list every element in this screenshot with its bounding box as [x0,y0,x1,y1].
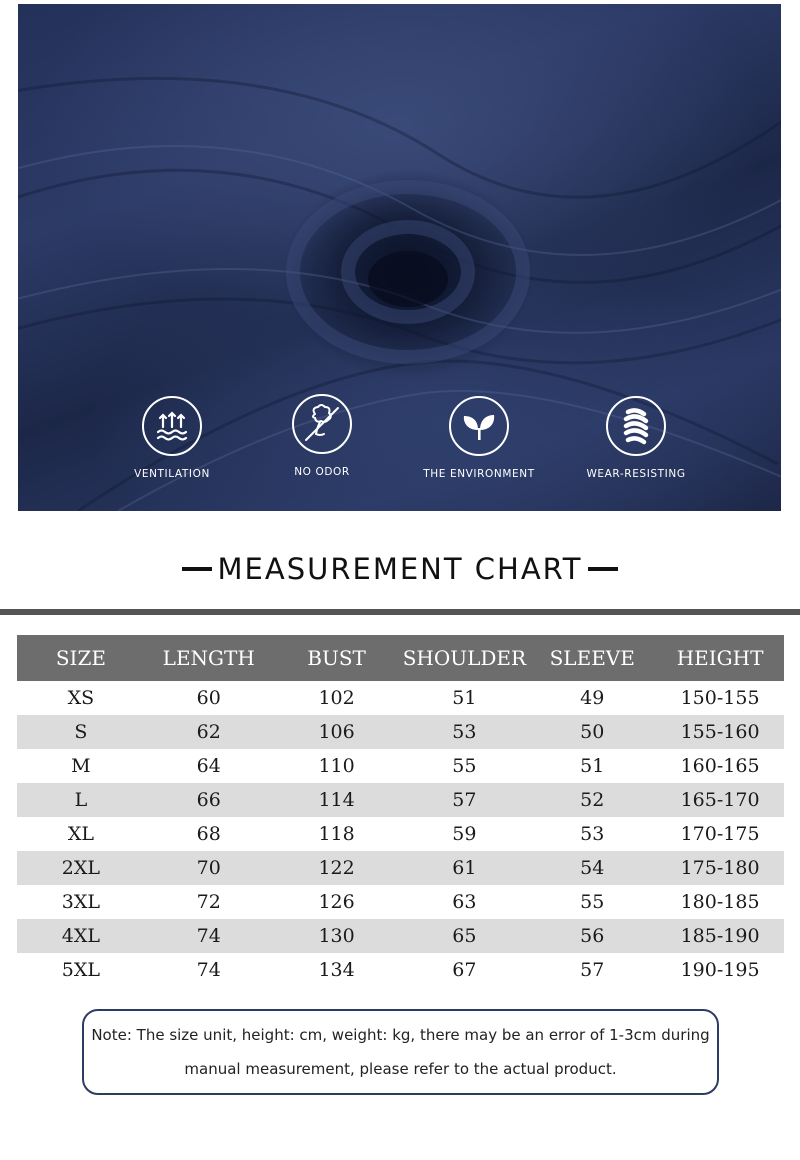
table-cell: 122 [273,851,401,885]
table-cell: L [17,783,145,817]
table-cell: 170-175 [680,823,760,845]
table-cell: 68 [196,823,221,845]
table-cell: 4XL [17,919,145,953]
table-cell: 2XL [17,851,145,885]
heading-right-bar [588,567,618,571]
table-row [17,851,784,885]
feature-label: WEAR-RESISTING [586,468,686,480]
table-cell: 51 [580,755,605,777]
wear-resisting-icon [606,396,666,456]
table-cell: 5XL [61,959,101,981]
table-cell: 59 [452,823,477,845]
table-cell: 130 [273,919,401,953]
table-row [17,953,784,987]
column-header: HEIGHT [656,635,784,681]
table-cell: 114 [273,783,401,817]
table-cell: 126 [318,891,355,913]
table-cell: 56 [528,919,656,953]
table-cell: M [71,755,91,777]
table-cell: 118 [318,823,355,845]
table-cell: 150-155 [680,687,760,709]
measurement-chart-heading [0,552,800,586]
table-cell: 50 [528,715,656,749]
column-header: SHOULDER [400,635,528,681]
size-table [17,635,784,987]
column-header: LENGTH [145,635,273,681]
column-header: SLEEVE [528,635,656,681]
table-cell: 63 [452,891,477,913]
table-cell: 72 [196,891,221,913]
table-cell: 110 [318,755,355,777]
page-title: MEASUREMENT CHART [217,552,583,586]
table-row [17,919,784,953]
feature-label: THE ENVIRONMENT [423,468,535,480]
fabric-photo [18,4,781,511]
table-cell: 134 [318,959,355,981]
no-odor-icon [292,394,352,454]
table-cell: 155-160 [656,715,784,749]
table-cell: 51 [452,687,477,709]
column-header: SIZE [17,635,145,681]
table-cell: 57 [400,783,528,817]
table-cell: 54 [528,851,656,885]
table-cell: 49 [580,687,605,709]
table-cell: 106 [273,715,401,749]
note-line: Note: The size unit, height: cm, weight: kg, there may be an error of 1-3cm during [91,1026,710,1044]
table-cell: 53 [400,715,528,749]
table-cell: 74 [196,959,221,981]
feature-label: NO ODOR [294,466,350,478]
feature-label: VENTILATION [134,468,210,480]
table-cell: 66 [145,783,273,817]
table-cell: 190-195 [680,959,760,981]
table-cell: 74 [145,919,273,953]
table-cell: 55 [580,891,605,913]
leaf-icon [449,396,509,456]
table-cell: 175-180 [656,851,784,885]
table-row [17,817,784,851]
feature-environment [404,396,554,480]
table-cell: 60 [196,687,221,709]
divider [0,609,800,615]
note-line: manual measurement, please refer to the actual product. [184,1060,617,1078]
table-cell: S [17,715,145,749]
table-row [17,715,784,749]
table-cell: 180-185 [680,891,760,913]
feature-no-odor [247,394,397,478]
table-cell: 65 [400,919,528,953]
table-cell: 67 [452,959,477,981]
table-row [17,885,784,919]
note-box [82,1009,719,1095]
table-cell: 165-170 [656,783,784,817]
table-cell: 61 [400,851,528,885]
table-header-row [17,635,784,681]
table-row [17,783,784,817]
table-row [17,681,784,715]
table-cell: 52 [528,783,656,817]
heading-left-bar [182,567,212,571]
column-header: BUST [273,635,401,681]
table-cell: 53 [580,823,605,845]
table-row [17,749,784,783]
table-cell: 160-165 [680,755,760,777]
table-cell: XS [67,687,95,709]
table-cell: XL [67,823,94,845]
table-cell: 57 [580,959,605,981]
table-cell: 64 [196,755,221,777]
table-cell: 102 [318,687,355,709]
table-cell: 185-190 [656,919,784,953]
ventilation-icon [142,396,202,456]
table-cell: 3XL [61,891,101,913]
feature-wear-resisting [561,396,711,480]
table-cell: 55 [452,755,477,777]
table-cell: 62 [145,715,273,749]
table-cell: 70 [145,851,273,885]
feature-ventilation [97,396,247,480]
